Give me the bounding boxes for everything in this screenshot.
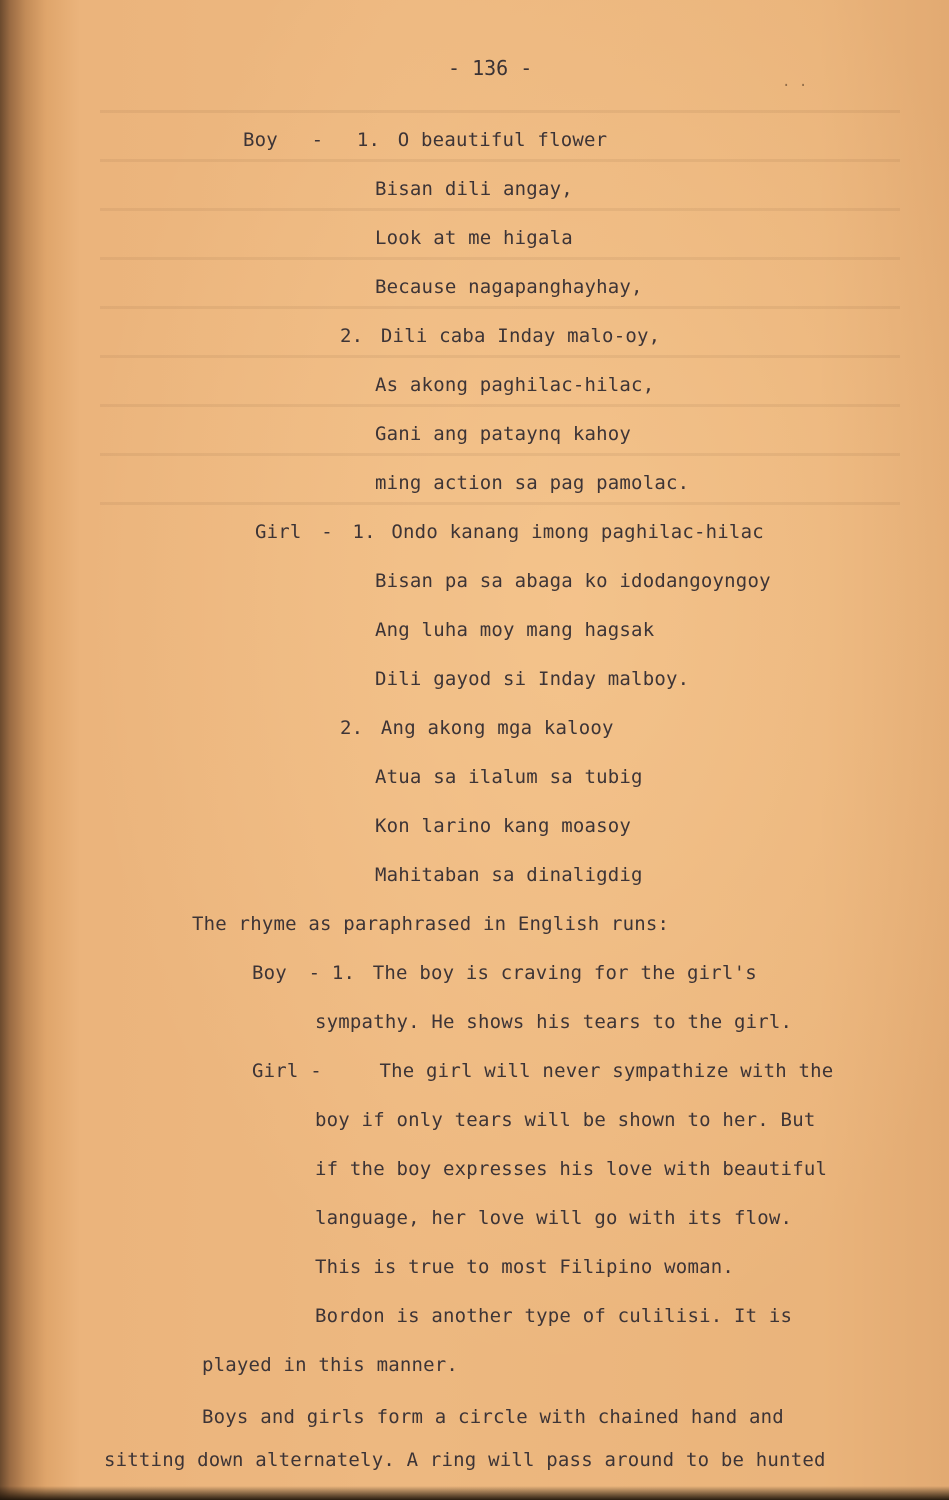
bordon-line-1: Bordon is another type of culilisi. It is: [315, 1305, 793, 1327]
bordon-line-2: played in this manner.: [202, 1354, 459, 1376]
girl-verse-2-line-2: Atua sa ilalum sa tubig: [375, 766, 643, 788]
girl-verse-2-line-4: Mahitaban sa dinaligdig: [375, 864, 643, 886]
page-number: - 136 -: [448, 56, 533, 80]
girl-verse-2-line-1: [340, 716, 614, 740]
paraphrase-girl-line-2: boy if only tears will be shown to her. But: [315, 1109, 816, 1131]
paraphrase-intro: The rhyme as paraphrased in English runs:: [192, 913, 670, 935]
paraphrase-text: The girl will never sympathize with the: [379, 1060, 834, 1082]
verse-number: 2.: [340, 325, 364, 347]
closing-line-1: Boys and girls form a circle with chained hand and: [202, 1406, 784, 1428]
boy-verse-1-line-1: [243, 128, 607, 152]
girl-verse-1-line-2: Bisan pa sa abaga ko idodangoyngoy: [375, 570, 771, 592]
boy-verse-2-line-2: As akong paghilac-hilac,: [375, 374, 655, 396]
boy-verse-2-line-4: ming action sa pag pamolac.: [375, 472, 690, 494]
boy-verse-1-line-4: Because nagapanghayhay,: [375, 276, 643, 298]
speaker-separator: -: [311, 129, 324, 151]
speaker-separator: -: [321, 521, 333, 543]
paraphrase-text: The boy is craving for the girl's: [372, 962, 757, 984]
verse-number: 1.: [356, 129, 381, 151]
boy-verse-1-line-3: Look at me higala: [375, 227, 573, 249]
girl-verse-1-line-3: Ang luha moy mang hagsak: [375, 619, 655, 641]
bleed-through-texture: [100, 110, 900, 530]
verse-text: Dili caba Inday malo-oy,: [380, 325, 661, 347]
girl-verse-1-line-4: Dili gayod si Inday malboy.: [375, 668, 690, 690]
girl-verse-1-line-1: [255, 520, 764, 544]
speaker-separator: - 1.: [308, 962, 356, 984]
girl-verse-2-line-3: Kon larino kang moasoy: [375, 815, 632, 837]
boy-verse-1-line-2: Bisan dili angay,: [375, 178, 573, 200]
speaker-boy: Boy: [243, 129, 278, 151]
speaker-girl: Girl -: [252, 1060, 322, 1082]
verse-text: O beautiful flower: [397, 129, 608, 151]
paraphrase-boy-line-1: [252, 961, 757, 985]
verse-number: 2.: [340, 717, 364, 739]
margin-mark: · ·: [782, 78, 808, 94]
verse-text: Ang akong mga kalooy: [380, 717, 614, 739]
paraphrase-girl-line-5: This is true to most Filipino woman.: [315, 1256, 735, 1278]
boy-verse-2-line-3: Gani ang pataynq kahoy: [375, 423, 632, 445]
paraphrase-boy-line-2: sympathy. He shows his tears to the girl.: [315, 1011, 793, 1033]
verse-text: Ondo kanang imong paghilac-hilac: [391, 521, 764, 543]
paraphrase-girl-line-4: language, her love will go with its flow.: [315, 1207, 793, 1229]
speaker-girl: Girl: [255, 521, 302, 543]
speaker-boy: Boy: [252, 962, 287, 984]
closing-line-2: sitting down alternately. A ring will pass around to be hunted: [104, 1449, 826, 1471]
paraphrase-girl-line-1: [252, 1059, 833, 1083]
verse-number: 1.: [352, 521, 376, 543]
paraphrase-girl-line-3: if the boy expresses his love with beautiful: [315, 1158, 828, 1180]
boy-verse-2-line-1: [340, 324, 660, 348]
